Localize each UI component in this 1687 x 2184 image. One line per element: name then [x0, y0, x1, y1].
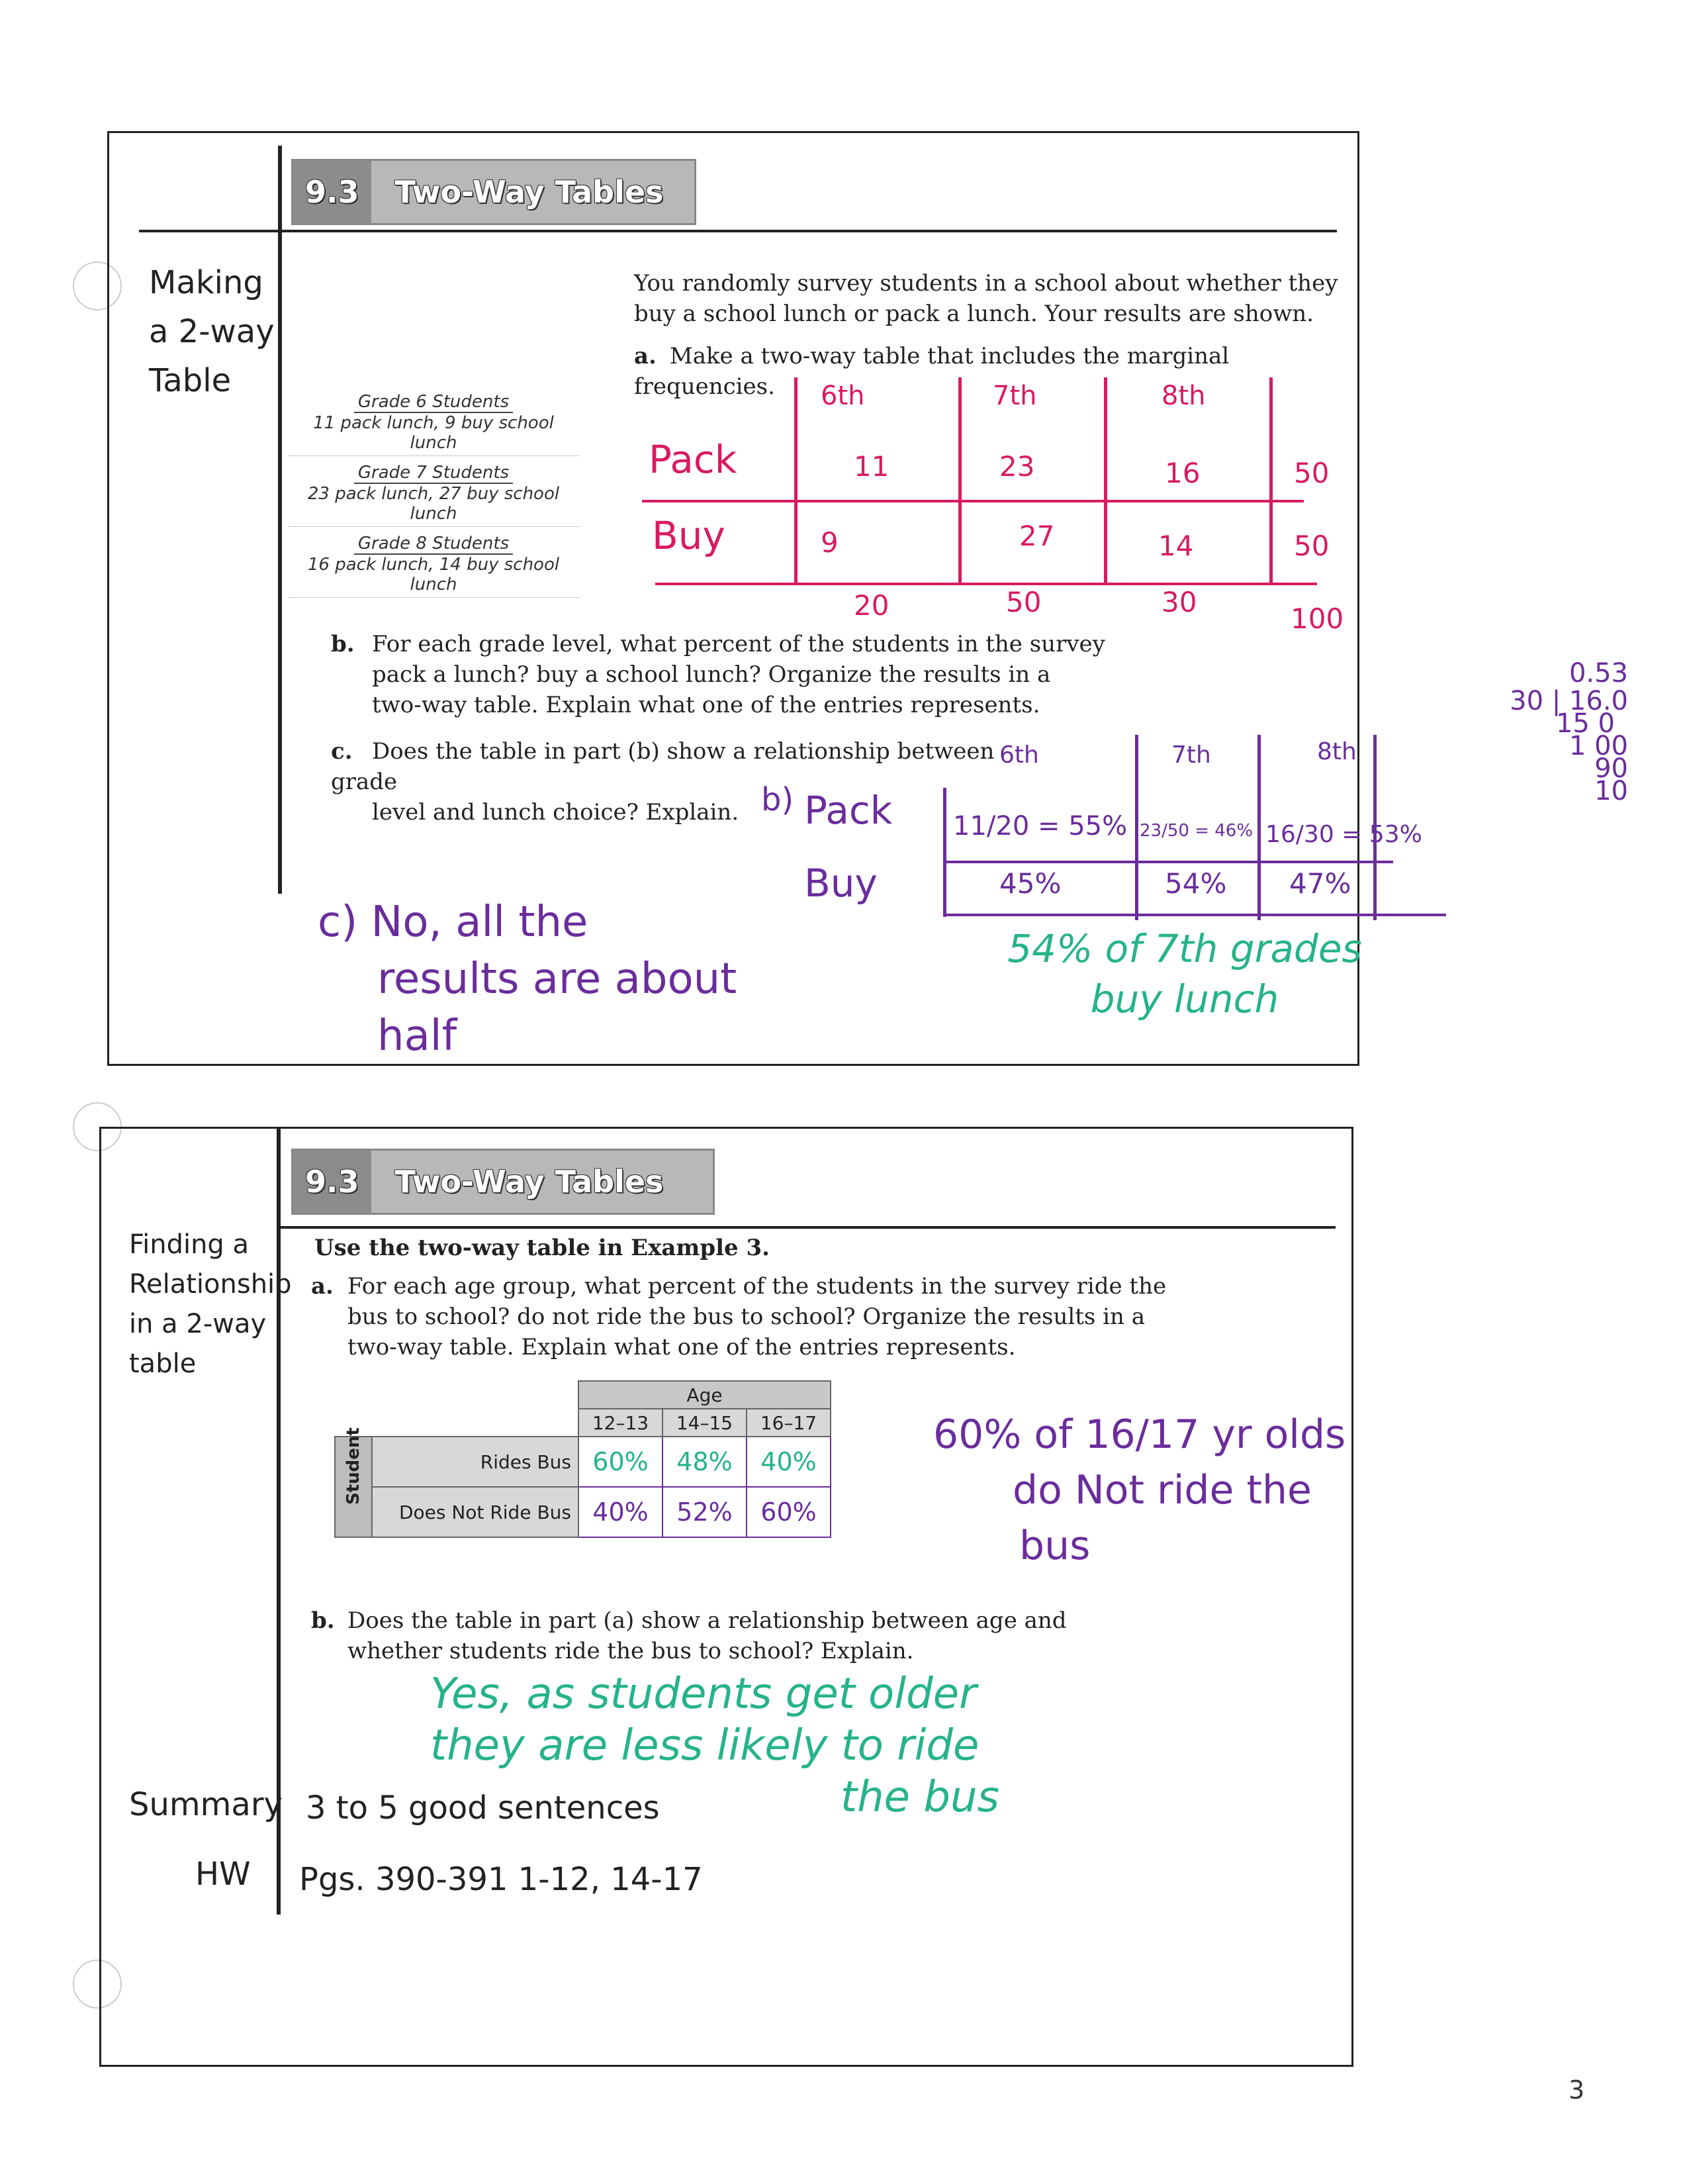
hand-b-explanation: 54% of 7th grades buy lunch — [1007, 926, 1362, 1021]
hand-a-explanation: 60% of 16/17 yr olds do Not ride the bus — [933, 1411, 1346, 1569]
part-b: b. Does the table in part (a) show a relationship between age and whether students ride the bus to school? Explain. — [311, 1607, 1067, 1664]
part-c: c. Does the table in part (b) show a relationship between grade level and lunch choice? Explain. — [331, 738, 995, 826]
part-a: a. For each age group, what percent of the students in the survey ride the bus to school? do not ride the bus to school? Organize the results in a two-way table. Explain what one of the entries represents. — [311, 1273, 1167, 1360]
age-header: Age — [578, 1381, 831, 1409]
hand-c-answer: c) No, all the results are about half — [318, 898, 737, 1061]
page-number: 3 — [1569, 2075, 1585, 2105]
col-header: 16–17 — [747, 1409, 831, 1437]
banner-title: Two-Way Tables — [394, 174, 664, 210]
hw-text: Pgs. 390-391 1-12, 14-17 — [299, 1861, 703, 1898]
banner-title: Two-Way Tables — [394, 1164, 664, 1200]
summary-label: Summary — [129, 1786, 283, 1823]
hw-label: HW — [195, 1856, 251, 1893]
section2-panel — [99, 1127, 1353, 2067]
intro-text: You randomly survey students in a school about whether they buy a school lunch or pack a lunch. Your results are shown. — [634, 270, 1338, 327]
col-header: 14–15 — [662, 1409, 747, 1437]
section1-banner — [291, 159, 696, 225]
side-note: Making a 2-way Table — [149, 264, 275, 399]
hand-b-answer: Yes, as students get older they are less likely to ride the bus — [430, 1670, 999, 1822]
hand-division: 0.53 30 | 16.0 15 0 1 00 90 10 — [1510, 658, 1628, 806]
grade-data-box: Grade 6 Students 11 pack lunch, 9 buy school lunch Grade 7 Students 23 pack lunch, 27 buy school lunch Grade 8 Students 16 pack lunch, 14 buy school lunch — [288, 392, 579, 604]
part-a: a. Make a two-way table that includes the marginal frequencies. — [634, 343, 1230, 400]
row-header: Does Not Ride Bus — [372, 1487, 578, 1537]
col-header: 12–13 — [578, 1409, 662, 1437]
banner-number: 9.3 — [293, 161, 371, 223]
section1-rule — [139, 230, 1337, 232]
part-b: b. For each grade level, what percent of the students in the survey pack a lunch? buy a school lunch? Organize the results in a two-way table. Explain what one of the entries represents. — [331, 631, 1105, 718]
summary-text: 3 to 5 good sentences — [306, 1789, 660, 1827]
student-header: Student — [335, 1437, 372, 1537]
side-note: Finding a Relationship in a 2-way table — [129, 1229, 292, 1379]
age-table: Age 12–13 14–15 16–17 Student Rides Bus 60% 48% 40% Does Not Ride Bus 40% 52% 60% — [334, 1380, 831, 1538]
lead-text: Use the two-way table in Example 3. — [314, 1235, 770, 1261]
row-header: Rides Bus — [372, 1437, 578, 1487]
banner-number: 9.3 — [293, 1151, 371, 1213]
section2-rule — [277, 1226, 1336, 1229]
section2-banner — [291, 1149, 715, 1215]
